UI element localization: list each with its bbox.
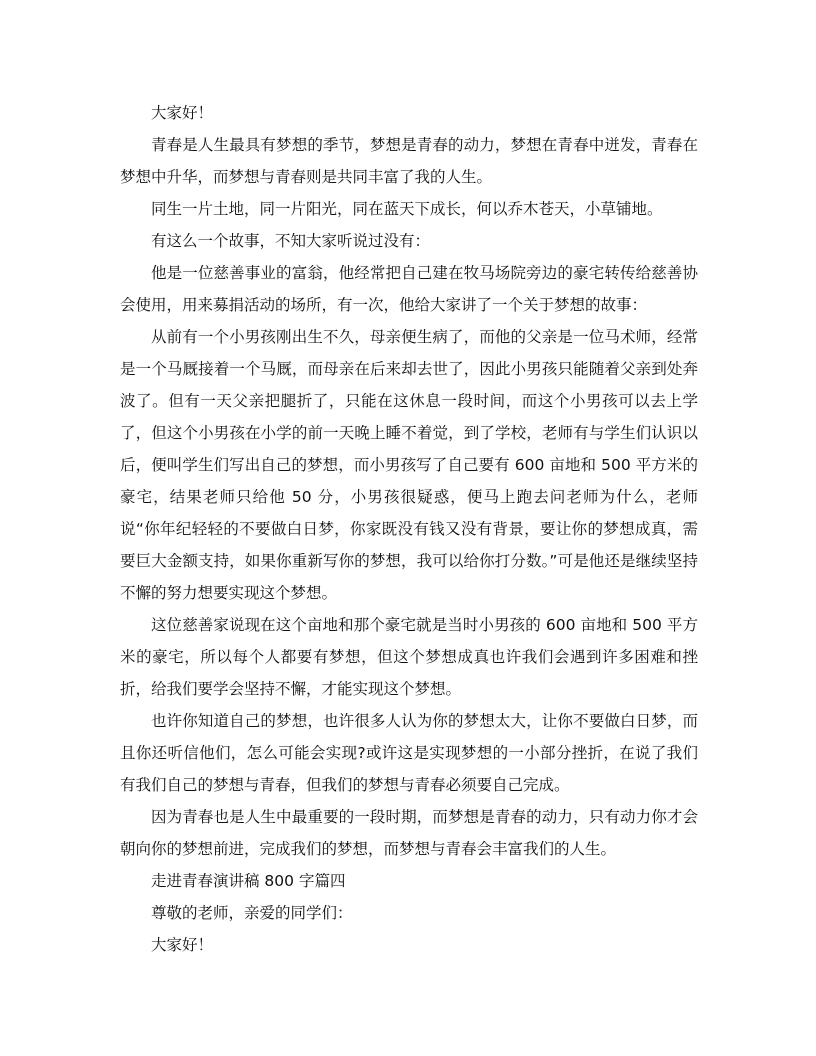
document-body (120, 97, 698, 961)
salutation-paragraph: 尊敬的老师，亲爱的同学们： (151, 904, 353, 922)
body-paragraph: 同生一片土地，同一片阳光，同在蓝天下成长，何以乔木苍天，小草铺地。 (151, 200, 663, 218)
section-title: 走进青春演讲稿 800 字篇四 (151, 872, 346, 890)
body-paragraph: 他是一位慈善事业的富翁，他经常把自己建在牧马场院旁边的豪宅转传给慈善协会使用，用来募捐活动的场所，有一次，他给大家讲了一个关于梦想的故事： (120, 264, 698, 314)
body-paragraph: 这位慈善家说现在这个亩地和那个豪宅就是当时小男孩的 600 亩地和 500 平方米的豪宅，所以每个人都要有梦想，但这个梦想成真也许我们会遇到许多困难和挫折，给我们要学会坚持不懈，才能实现这个梦想。 (120, 616, 698, 698)
body-paragraph: 有这么一个故事，不知大家听说过没有： (151, 232, 431, 250)
intro-paragraph: 青春是人生最具有梦想的季节，梦想是青春的动力，梦想在青春中迸发，青春在梦想中升华，而梦想与青春则是共同丰富了我的人生。 (120, 136, 698, 186)
greeting-paragraph: 大家好！ (151, 936, 214, 954)
greeting-paragraph: 大家好！ (151, 104, 214, 122)
body-paragraph: 也许你知道自己的梦想，也许很多人认为你的梦想太大，让你不要做白日梦，而且你还听信他们，怎么可能会实现?或许这是实现梦想的一小部分挫折，在说了我们有我们自己的梦想与青春，但我们的梦想与青春必须要自己完成。 (120, 712, 698, 794)
conclusion-paragraph: 因为青春也是人生中最重要的一段时期，而梦想是青春的动力，只有动力你才会朝向你的梦想前进，完成我们的梦想，而梦想与青春会丰富我们的人生。 (120, 808, 698, 858)
story-paragraph: 从前有一个小男孩刚出生不久，母亲便生病了，而他的父亲是一位马术师，经常是一个马厩接着一个马厩，而母亲在后来却去世了，因此小男孩只能随着父亲到处奔波了。但有一天父亲把腿折了，只能在这休息一段时间，而这个小男孩可以去上学了，但这个小男孩在小学的前一天晚上睡不着觉，到了学校，老师有与学生们认识以后，便叫学生们写出自己的梦想，而小男孩写了自己要有 600 亩地和 500 平方米的豪宅，结果老师只给他 50 分，小男孩很疑惑，便马上跑去问老师为什么，老师说“你年纪轻轻的不要做白日梦，你家既没有钱又没有背景，要让你的梦想成真，需要巨大金额支持，如果你重新写你的梦想，我可以给你打分数。”可是他还是继续坚持不懈的努力想要实现这个梦想。 (120, 328, 698, 602)
